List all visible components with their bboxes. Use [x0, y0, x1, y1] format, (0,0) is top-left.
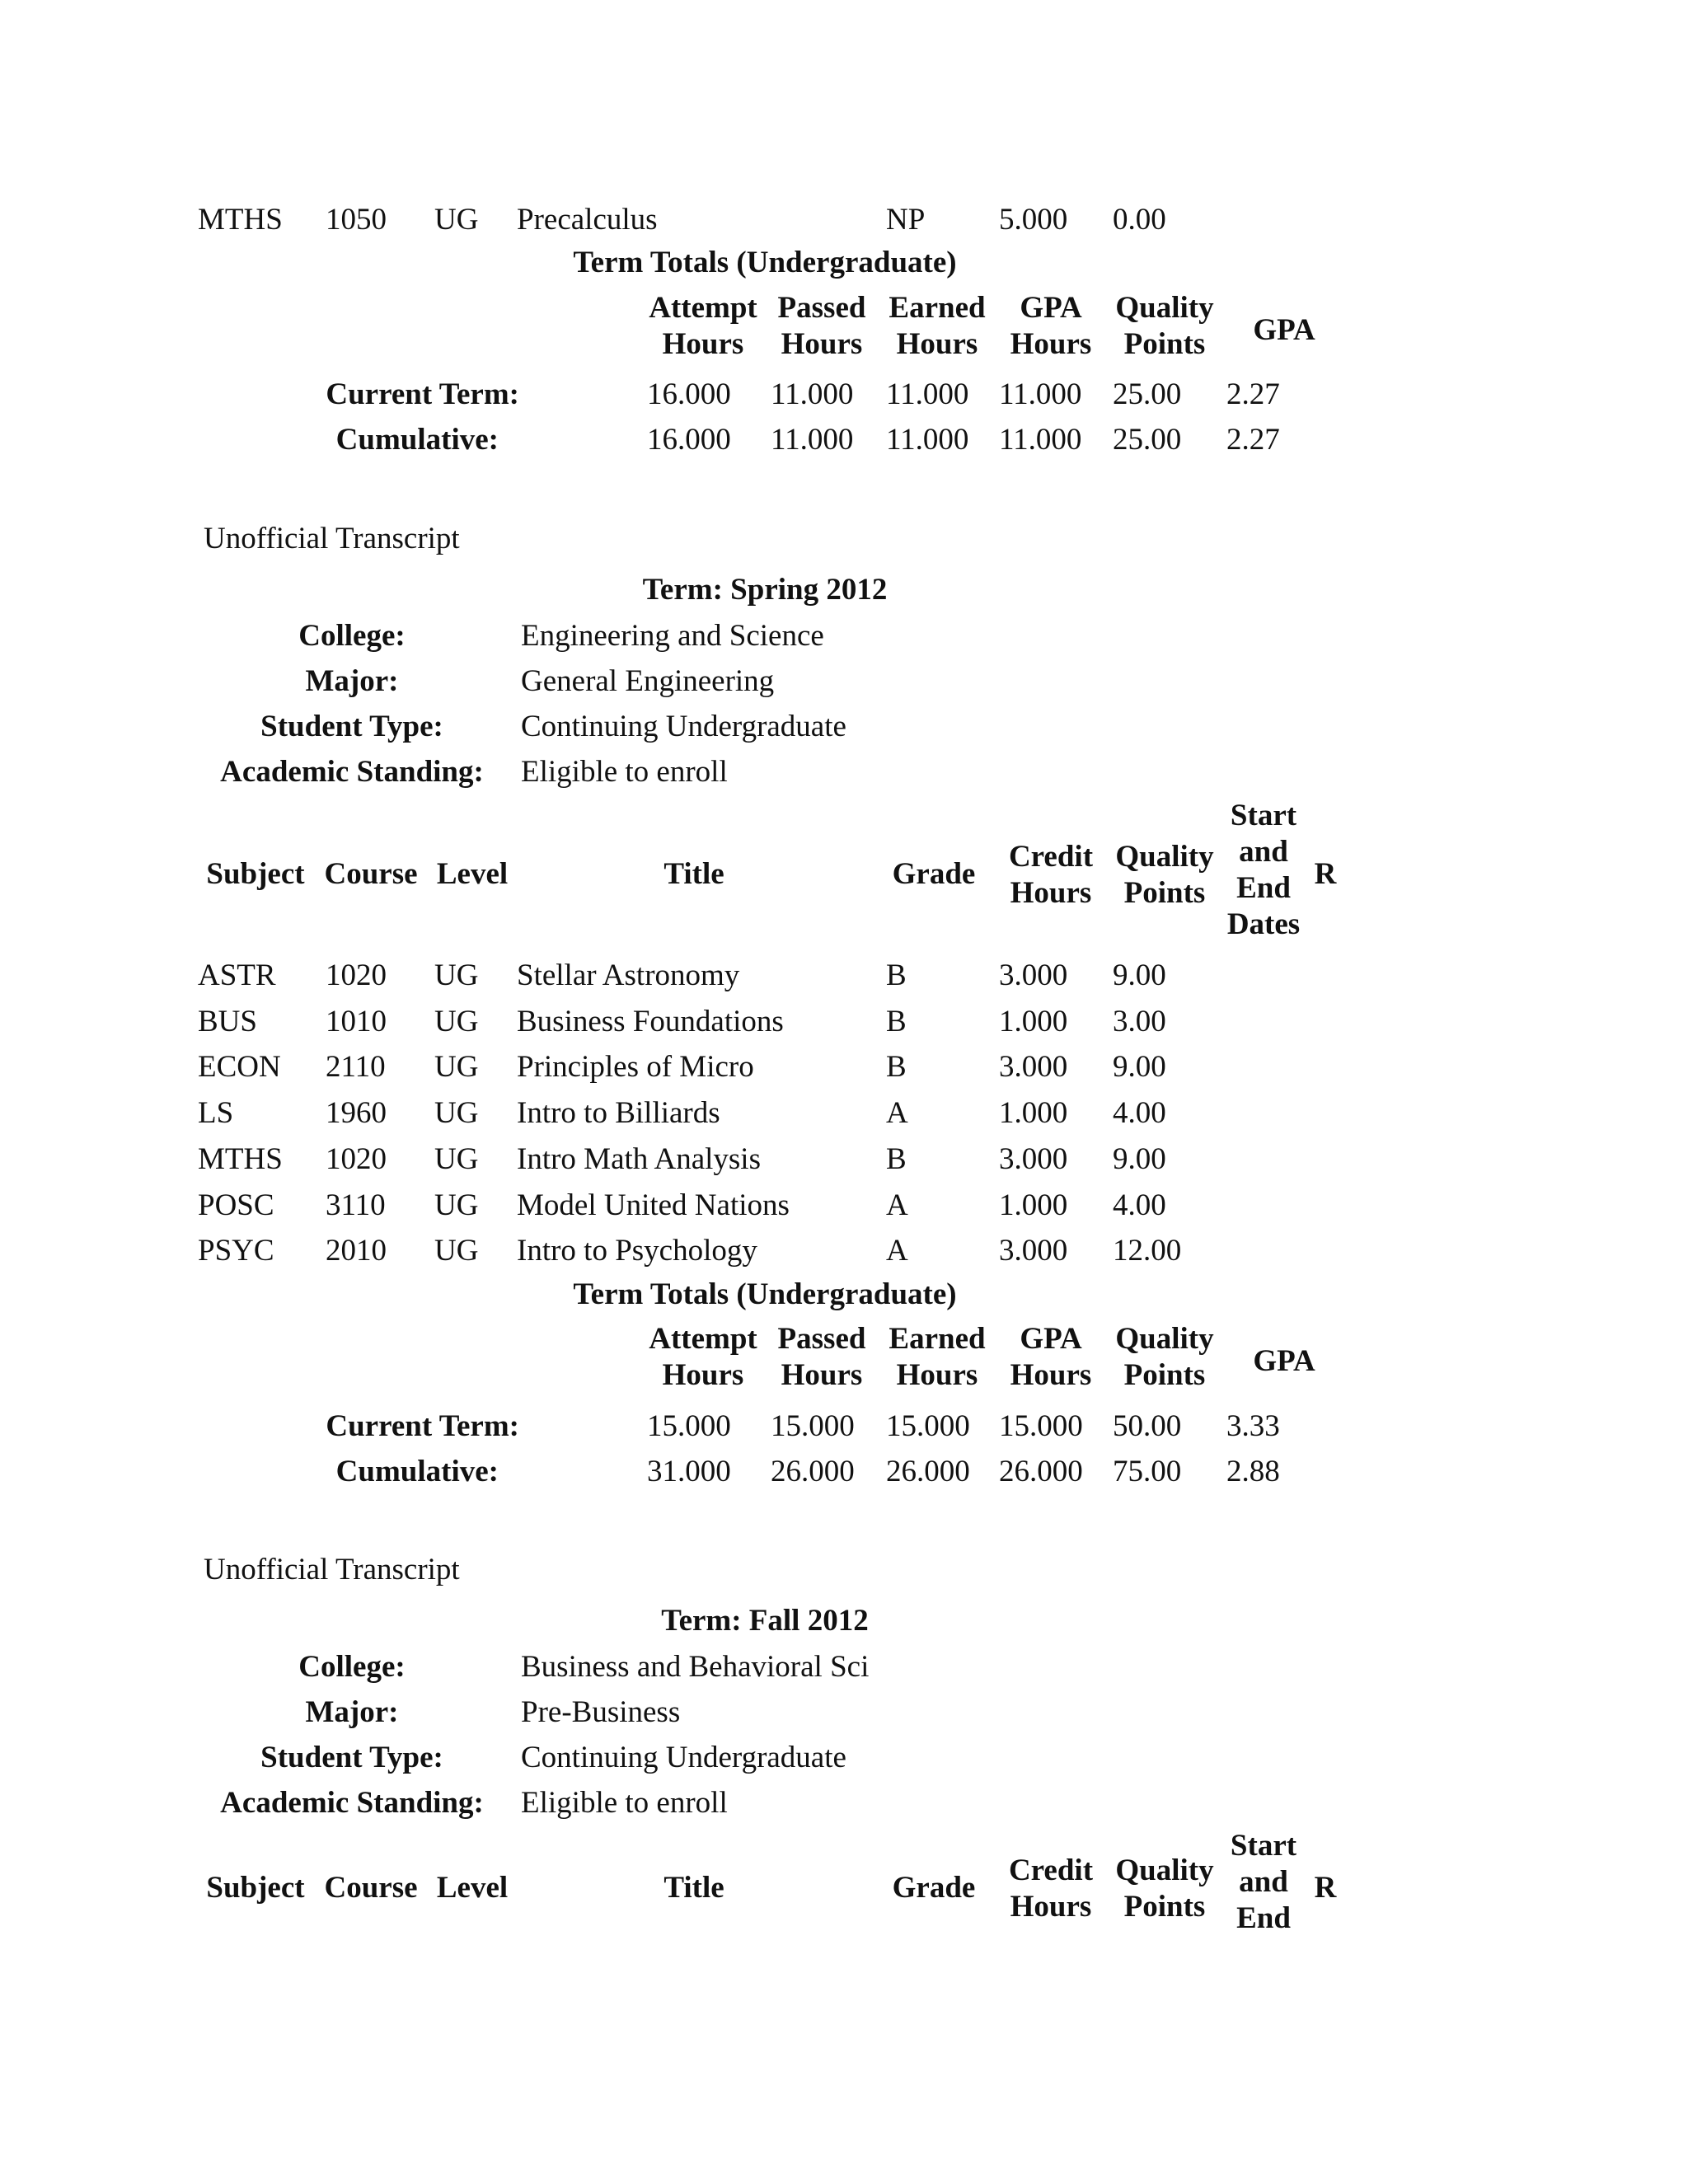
cumulative-attempt: 16.000 [647, 423, 731, 457]
course-grade: B [886, 1005, 907, 1038]
course-number: 3110 [326, 1188, 386, 1222]
student-type-label: Student Type: [260, 710, 443, 743]
credit-hours-header: Credit Hours [1008, 1854, 1094, 1924]
course-grade: NP [886, 203, 926, 237]
quality-points-header: Quality Points [1115, 1854, 1214, 1924]
cumulative-label: Cumulative: [335, 1455, 499, 1488]
course-number: 2110 [326, 1050, 386, 1084]
unofficial-transcript-label: Unofficial Transcript [204, 522, 460, 555]
student-type-value: Continuing Undergraduate [521, 1741, 846, 1774]
start-end-dates-header: Start and End [1230, 1829, 1297, 1935]
current-passed: 15.000 [771, 1409, 855, 1443]
student-type-value: Continuing Undergraduate [521, 710, 846, 743]
course-header: Course [324, 1871, 418, 1905]
gpa-hours-header: GPA Hours [1010, 1322, 1092, 1392]
course-level: UG [434, 1188, 479, 1222]
course-number: 1960 [326, 1096, 387, 1130]
course-quality: 0.00 [1113, 203, 1166, 237]
college-value: Engineering and Science [521, 619, 824, 653]
term-totals-heading: Term Totals (Undergraduate) [573, 1277, 957, 1311]
course-credit: 3.000 [999, 958, 1068, 992]
course-grade: A [886, 1188, 908, 1222]
current-earned: 11.000 [886, 377, 969, 411]
passed-hours-header: Passed Hours [777, 291, 866, 361]
course-subject: MTHS [198, 203, 283, 237]
course-subject: ECON [198, 1050, 281, 1084]
course-title: Intro to Billiards [517, 1096, 720, 1130]
course-title: Model United Nations [517, 1188, 790, 1222]
start-end-dates-header: Start and End Dates [1226, 799, 1301, 941]
course-title: Stellar Astronomy [517, 958, 740, 992]
course-level: UG [434, 1142, 479, 1176]
college-label: College: [298, 619, 406, 653]
course-quality: 9.00 [1113, 1050, 1166, 1084]
attempt-hours-header: Attempt Hours [649, 1322, 757, 1392]
cumulative-gpa-hours: 26.000 [999, 1455, 1083, 1488]
course-subject: MTHS [198, 1142, 283, 1176]
course-credit: 5.000 [999, 203, 1068, 237]
title-header: Title [663, 1871, 724, 1905]
course-quality: 9.00 [1113, 1142, 1166, 1176]
cumulative-quality: 75.00 [1113, 1455, 1182, 1488]
course-level: UG [434, 1050, 479, 1084]
cumulative-gpa: 2.88 [1226, 1455, 1280, 1488]
course-subject: LS [198, 1096, 234, 1130]
major-value: Pre-Business [521, 1695, 681, 1729]
course-quality: 4.00 [1113, 1096, 1166, 1130]
course-grade: A [886, 1096, 908, 1130]
cumulative-attempt: 31.000 [647, 1455, 731, 1488]
course-level: UG [434, 1234, 479, 1268]
college-label: College: [298, 1650, 406, 1684]
r-header: R [1314, 1871, 1337, 1905]
current-term-label: Current Term: [326, 1409, 519, 1443]
current-gpa-hours: 11.000 [999, 377, 1082, 411]
cumulative-earned: 26.000 [886, 1455, 970, 1488]
student-type-label: Student Type: [260, 1741, 443, 1774]
course-credit: 1.000 [999, 1188, 1068, 1222]
quality-points-header: Quality Points [1115, 840, 1214, 910]
course-title: Principles of Micro [517, 1050, 754, 1084]
course-number: 1020 [326, 958, 387, 992]
course-subject: BUS [198, 1005, 257, 1038]
course-quality: 3.00 [1113, 1005, 1166, 1038]
course-title: Business Foundations [517, 1005, 784, 1038]
course-quality: 9.00 [1113, 958, 1166, 992]
course-number: 2010 [326, 1234, 387, 1268]
course-title: Precalculus [517, 203, 658, 237]
current-quality: 50.00 [1113, 1409, 1182, 1443]
cumulative-gpa-hours: 11.000 [999, 423, 1082, 457]
course-level: UG [434, 1096, 479, 1130]
quality-points-header: Quality Points [1115, 1322, 1214, 1392]
course-subject: PSYC [198, 1234, 274, 1268]
level-header: Level [436, 1871, 509, 1905]
current-term-label: Current Term: [326, 377, 519, 411]
course-title: Intro Math Analysis [517, 1142, 761, 1176]
course-level: UG [434, 203, 479, 237]
unofficial-transcript-label: Unofficial Transcript [204, 1553, 460, 1586]
course-number: 1020 [326, 1142, 387, 1176]
course-grade: B [886, 958, 907, 992]
current-gpa: 2.27 [1226, 377, 1280, 411]
course-number: 1050 [326, 203, 387, 237]
cumulative-passed: 26.000 [771, 1455, 855, 1488]
course-credit: 3.000 [999, 1142, 1068, 1176]
term-totals-heading: Term Totals (Undergraduate) [573, 246, 957, 279]
course-grade: A [886, 1234, 908, 1268]
course-grade: B [886, 1142, 907, 1176]
gpa-header: GPA [1253, 1344, 1315, 1378]
course-credit: 3.000 [999, 1234, 1068, 1268]
course-grade: B [886, 1050, 907, 1084]
course-level: UG [434, 1005, 479, 1038]
cumulative-passed: 11.000 [771, 423, 854, 457]
current-earned: 15.000 [886, 1409, 970, 1443]
course-header: Course [324, 857, 418, 891]
credit-hours-header: Credit Hours [1008, 840, 1094, 910]
cumulative-quality: 25.00 [1113, 423, 1182, 457]
subject-header: Subject [206, 1871, 305, 1905]
grade-header: Grade [892, 857, 976, 891]
course-credit: 1.000 [999, 1096, 1068, 1130]
course-quality: 12.00 [1113, 1234, 1182, 1268]
grade-header: Grade [892, 1871, 976, 1905]
earned-hours-header: Earned Hours [889, 291, 986, 361]
course-subject: ASTR [198, 958, 276, 992]
course-credit: 3.000 [999, 1050, 1068, 1084]
course-number: 1010 [326, 1005, 387, 1038]
course-credit: 1.000 [999, 1005, 1068, 1038]
current-gpa-hours: 15.000 [999, 1409, 1083, 1443]
current-quality: 25.00 [1113, 377, 1182, 411]
course-title: Intro to Psychology [517, 1234, 757, 1268]
college-value: Business and Behavioral Sci [521, 1650, 870, 1684]
course-subject: POSC [198, 1188, 274, 1222]
major-value: General Engineering [521, 664, 775, 698]
major-label: Major: [305, 664, 399, 698]
r-header: R [1314, 857, 1337, 891]
cumulative-gpa: 2.27 [1226, 423, 1280, 457]
attempt-hours-header: Attempt Hours [649, 291, 757, 361]
current-gpa: 3.33 [1226, 1409, 1280, 1443]
course-level: UG [434, 958, 479, 992]
academic-standing-label: Academic Standing: [220, 755, 484, 789]
current-attempt: 15.000 [647, 1409, 731, 1443]
current-attempt: 16.000 [647, 377, 731, 411]
earned-hours-header: Earned Hours [889, 1322, 986, 1392]
level-header: Level [436, 857, 509, 891]
cumulative-earned: 11.000 [886, 423, 969, 457]
academic-standing-label: Academic Standing: [220, 1786, 484, 1820]
cumulative-label: Cumulative: [335, 423, 499, 457]
quality-points-header: Quality Points [1115, 291, 1214, 361]
gpa-hours-header: GPA Hours [1010, 291, 1092, 361]
academic-standing-value: Eligible to enroll [521, 755, 728, 789]
course-quality: 4.00 [1113, 1188, 1166, 1222]
passed-hours-header: Passed Hours [777, 1322, 866, 1392]
term-heading: Term: Spring 2012 [642, 573, 888, 607]
term-heading: Term: Fall 2012 [661, 1604, 869, 1638]
title-header: Title [663, 857, 724, 891]
gpa-header: GPA [1253, 313, 1315, 347]
major-label: Major: [305, 1695, 399, 1729]
current-passed: 11.000 [771, 377, 854, 411]
academic-standing-value: Eligible to enroll [521, 1786, 728, 1820]
subject-header: Subject [206, 857, 305, 891]
